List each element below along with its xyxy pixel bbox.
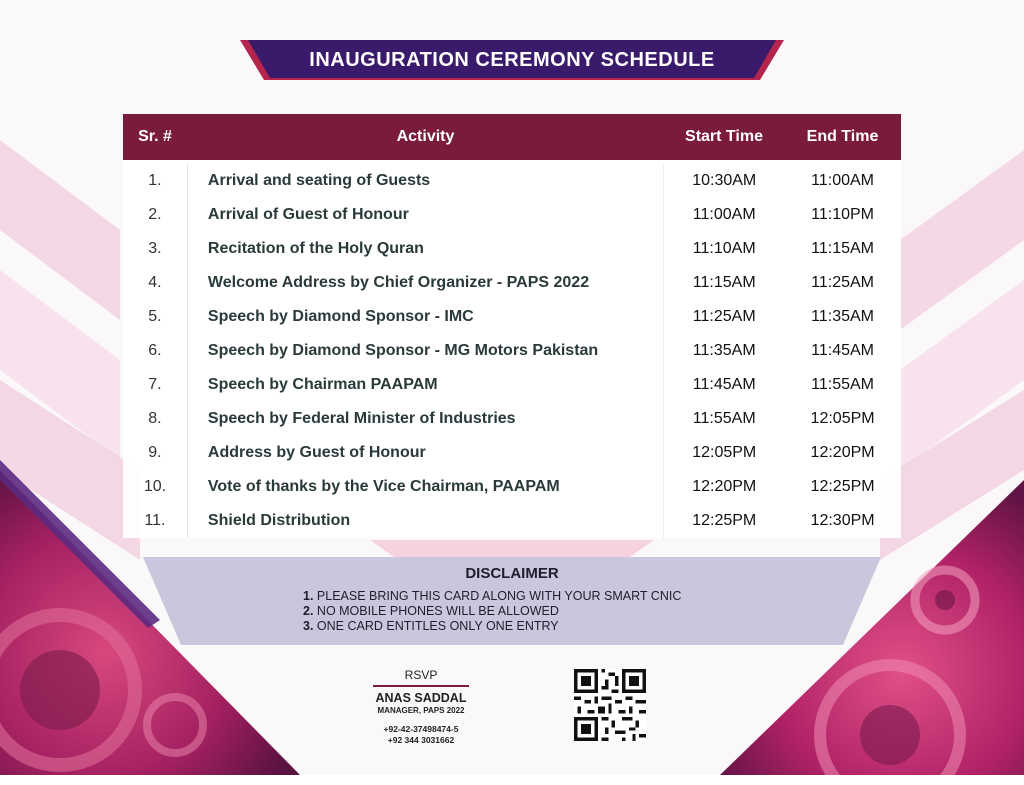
row-sr: 1. [148, 172, 162, 189]
row-start-time: 11:55AM [663, 402, 784, 436]
row-activity: Recitation of the Holy Quran [187, 232, 663, 266]
row-activity: Welcome Address by Chief Organizer - PAPS 2022 [187, 266, 663, 300]
row-activity: Speech by Diamond Sponsor - MG Motors Pakistan [187, 334, 663, 368]
rsvp-role: MANAGER, PAPS 2022 [377, 706, 465, 715]
row-activity: Arrival and seating of Guests [187, 164, 663, 198]
row-activity: Speech by Diamond Sponsor - IMC [187, 300, 663, 334]
header-activity: Activity [396, 128, 455, 145]
row-sr: 6. [148, 342, 162, 359]
row-start-time: 10:30AM [663, 164, 784, 198]
table-header [123, 114, 901, 160]
schedule-table [123, 114, 901, 538]
row-activity: Arrival of Guest of Honour [187, 198, 663, 232]
row-start-time: 11:35AM [663, 334, 784, 368]
row-sr: 9. [148, 444, 162, 461]
table-row [123, 334, 901, 368]
row-end-time: 11:00AM [811, 172, 874, 189]
row-start-time: 11:00AM [663, 198, 784, 232]
disclaimer-list [303, 589, 681, 634]
header-sr: Sr. # [138, 128, 172, 145]
table-row [123, 300, 901, 334]
disclaimer-item: 3. ONE CARD ENTITLES ONLY ONE ENTRY [303, 619, 559, 633]
row-sr: 2. [148, 206, 162, 223]
row-end-time: 11:15AM [811, 240, 874, 257]
row-start-time: 12:25PM [663, 504, 784, 538]
table-row [123, 504, 901, 538]
disclaimer-item: 2. NO MOBILE PHONES WILL BE ALLOWED [303, 604, 559, 618]
disclaimer-title: DISCLAIMER [465, 565, 559, 582]
row-start-time: 11:15AM [663, 266, 784, 300]
page-title: INAUGURATION CEREMONY SCHEDULE [309, 49, 715, 71]
row-end-time: 11:25AM [811, 274, 874, 291]
title-banner [240, 40, 784, 80]
table-body [123, 160, 901, 538]
row-end-time: 12:25PM [810, 478, 875, 495]
row-end-time: 11:10PM [811, 206, 874, 223]
row-end-time: 12:20PM [810, 444, 875, 461]
row-sr: 10. [143, 478, 167, 495]
rsvp-phone: +92-42-37498474-5 [383, 724, 459, 734]
row-end-time: 11:35AM [811, 308, 874, 325]
header-end-time: End Time [806, 128, 879, 145]
row-start-time: 11:45AM [663, 368, 784, 402]
row-end-time: 11:55AM [811, 376, 874, 393]
row-activity: Vote of thanks by the Vice Chairman, PAAPAM [187, 470, 663, 504]
table-row [123, 368, 901, 402]
row-sr: 4. [148, 274, 162, 291]
table-row [123, 198, 901, 232]
disclaimer-box [143, 557, 881, 645]
row-activity: Address by Guest of Honour [187, 436, 663, 470]
row-start-time: 12:20PM [663, 470, 784, 504]
disclaimer-item: 1. PLEASE BRING THIS CARD ALONG WITH YOUR SMART CNIC [303, 589, 682, 603]
table-row [123, 402, 901, 436]
row-start-time: 11:10AM [663, 232, 784, 266]
row-sr: 7. [148, 376, 162, 393]
rsvp-block [365, 668, 477, 745]
table-row [123, 266, 901, 300]
rsvp-phone: +92 344 3031662 [387, 735, 455, 745]
row-sr: 8. [148, 410, 162, 427]
table-row [123, 470, 901, 504]
header-start-time: Start Time [685, 128, 763, 145]
qr-code-icon [574, 669, 646, 741]
rsvp-label: RSVP [373, 668, 469, 687]
row-end-time: 11:45AM [811, 342, 874, 359]
table-row [123, 436, 901, 470]
row-activity: Shield Distribution [187, 504, 663, 538]
table-row [123, 164, 901, 198]
row-activity: Speech by Chairman PAAPAM [187, 368, 663, 402]
row-sr: 5. [148, 308, 162, 325]
row-activity: Speech by Federal Minister of Industries [187, 402, 663, 436]
row-end-time: 12:05PM [810, 410, 875, 427]
row-sr: 11. [144, 512, 166, 529]
row-start-time: 12:05PM [663, 436, 784, 470]
rsvp-name: ANAS SADDAL [375, 691, 467, 705]
row-start-time: 11:25AM [663, 300, 784, 334]
row-end-time: 12:30PM [810, 512, 875, 529]
row-sr: 3. [148, 240, 162, 257]
table-row [123, 232, 901, 266]
